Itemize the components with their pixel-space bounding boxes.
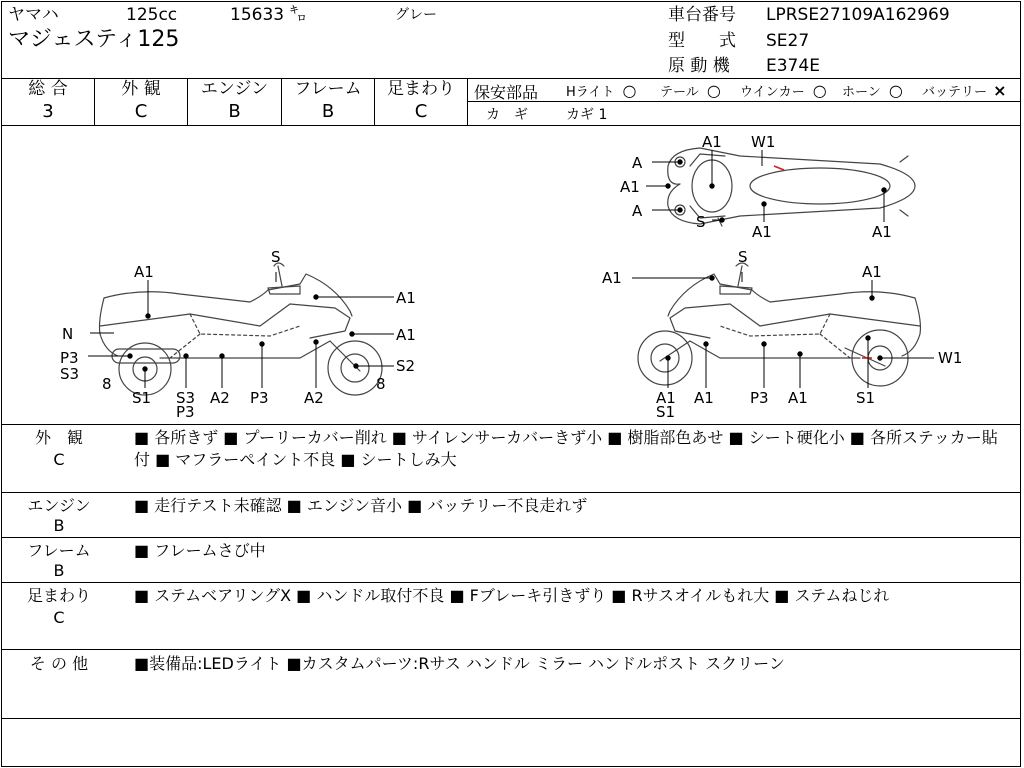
safety-item-mark: ○ (888, 81, 903, 100)
grade-suspension-value: C (414, 101, 428, 122)
diagram-label: A2 (304, 389, 324, 407)
grade-exterior-value: C (134, 101, 148, 122)
color: グレー (395, 7, 437, 23)
diagram-label: 8 (376, 375, 386, 393)
diagram-label: A1 (134, 263, 154, 281)
diagram-label: S3 (60, 365, 80, 383)
safety-item-mark: ○ (622, 81, 637, 100)
model-name: マジェスティ125 (8, 27, 180, 52)
rule (468, 101, 1020, 102)
type-label: 型 式 (668, 31, 736, 51)
section-notes: ■ ステムベアリングX ■ ハンドル取付不良 ■ Fブレーキ引きずり ■ Rサスオイルもれ大 ■ ステムねじれ (134, 586, 890, 605)
safety-item-tail (660, 81, 721, 100)
safety-item-headlight (566, 81, 637, 100)
damage-diagram (0, 126, 1020, 424)
diagram-label: A1 (702, 133, 722, 151)
frame-no: LPRSE27109A162969 (766, 5, 950, 25)
diagram-label: P3 (750, 389, 769, 407)
engine-no: E374E (766, 56, 820, 76)
safety-item-mark: × (993, 81, 1007, 100)
rule (1, 492, 1020, 493)
section-title: そ の 他 (29, 654, 89, 673)
safety-item-battery (922, 81, 1007, 100)
diagram-label: A1 (872, 223, 892, 241)
safety-item-mark: ○ (706, 81, 721, 100)
section-notes: ■ 各所きず ■ プーリーカバー削れ ■ サイレンサーカバーきず小 ■ 樹脂部色あせ ■ シート硬化小 ■ 各所ステッカー貼付 ■ マフラーペイント不良 ■ シートしみ大 (134, 428, 998, 469)
diagram-label: S (738, 248, 748, 266)
section-title: 足まわり (26, 586, 91, 605)
section-notes: ■ フレームさび中 (134, 541, 266, 560)
diagram-label: N (62, 325, 74, 343)
rule (1, 424, 1020, 425)
section-notes: ■装備品:LEDライト ■カスタムパーツ:Rサス ハンドル ミラー ハンドルポスト スクリーン (134, 654, 785, 673)
section-notes: ■ 走行テスト未確認 ■ エンジン音小 ■ バッテリー不良走れず (134, 496, 588, 515)
grade-exterior-label: 外 観 (121, 79, 161, 99)
section-title: エンジン (27, 496, 91, 515)
rule (1, 537, 1020, 538)
type-value: SE27 (766, 31, 810, 51)
section-grade: C (53, 450, 65, 469)
diagram-label: W1 (751, 133, 776, 151)
diagram-label: S2 (396, 357, 416, 375)
diagram-label: A1 (694, 389, 714, 407)
displacement: 125cc (126, 5, 178, 25)
diagram-label: A1 (788, 389, 808, 407)
diagram-label: A (632, 202, 643, 220)
grade-total-value: 3 (42, 101, 54, 122)
diagram-label: A1 (862, 263, 882, 281)
safety-item-label: Hライト (566, 85, 615, 100)
safety-item-label: バッテリー (922, 85, 988, 100)
diagram-label: A1 (602, 269, 622, 287)
scooter-side-right (638, 263, 920, 386)
diagram-label: A1 (752, 223, 772, 241)
safety-item-horn (842, 81, 903, 100)
rule (467, 78, 468, 125)
diagram-label: S3 (176, 389, 196, 407)
safety-item-label: ホーン (842, 85, 881, 100)
safety-item-label: テール (660, 85, 699, 100)
section-grade: C (53, 608, 65, 627)
safety-item-label: ウインカー (740, 85, 805, 100)
diagram-label: 8 (102, 375, 112, 393)
maker: ヤマハ (8, 5, 59, 25)
diagram-label: A1 (396, 326, 416, 344)
grade-engine-value: B (228, 101, 241, 122)
diagram-label: P3 (250, 389, 269, 407)
key-label: カ ギ (486, 107, 528, 123)
rule (1, 582, 1020, 583)
grade-engine-label: エンジン (200, 79, 269, 99)
diagram-label: A1 (396, 289, 416, 307)
diagram-label: S1 (656, 403, 676, 421)
diagram-label: A1 (620, 178, 640, 196)
diagram-label: A1 (656, 389, 676, 407)
section-title: 外 観 (34, 428, 83, 447)
diagram-label: S1 (132, 389, 152, 407)
diagram-label: A (632, 154, 643, 172)
scooter-side-left (100, 263, 383, 395)
diagram-label: W1 (938, 349, 963, 367)
rule (1, 649, 1020, 650)
mileage: 15633 ㌔ (230, 5, 307, 25)
engine-label: 原 動 機 (668, 56, 730, 76)
safety-item-winker (740, 81, 827, 100)
section-grade: B (53, 516, 65, 535)
diagram-label: P3 (176, 403, 195, 421)
grade-frame-label: フレーム (294, 79, 362, 99)
rule (1, 718, 1020, 719)
frame-no-label: 車台番号 (668, 5, 736, 25)
diagram-label: P3 (60, 349, 79, 367)
diagram-label: A2 (210, 389, 230, 407)
grade-frame-value: B (321, 101, 335, 122)
grade-suspension-label: 足まわり (387, 79, 455, 99)
safety-label: 保安部品 (474, 83, 539, 102)
safety-item-mark: ○ (812, 81, 827, 100)
diagram-label: S1 (856, 389, 876, 407)
grade-total-label: 総 合 (28, 79, 68, 99)
diagram-label: S (271, 248, 281, 266)
diagram-label: S (696, 213, 706, 231)
section-title: フレーム (27, 541, 91, 560)
key-value: カギ 1 (566, 107, 608, 123)
section-grade: B (53, 561, 65, 580)
